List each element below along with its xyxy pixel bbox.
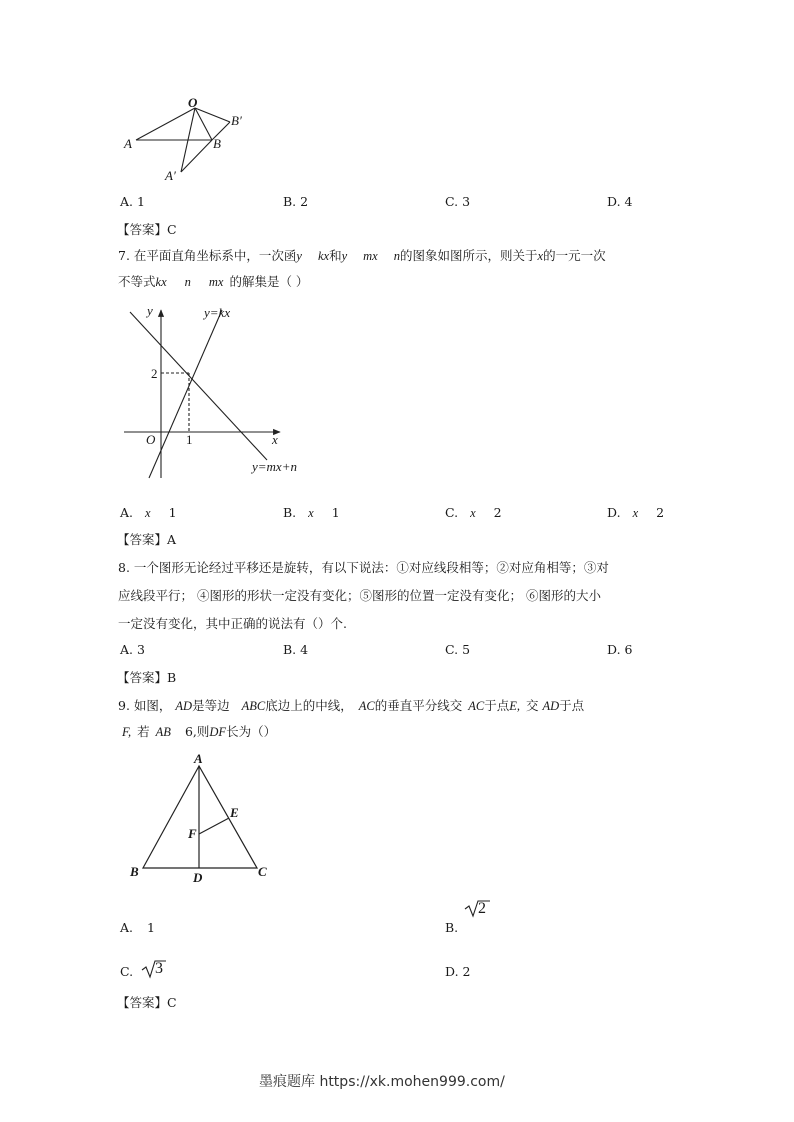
q6-option-a: A. 1 bbox=[120, 194, 145, 209]
q8-option-a: A. 3 bbox=[120, 642, 145, 657]
q9-option-d: D. 2 bbox=[445, 964, 471, 979]
q6-option-c: C. 3 bbox=[445, 194, 471, 209]
q7-label-ymxn: y=mx+n bbox=[252, 459, 297, 474]
q9-answer: 【答案】C bbox=[117, 995, 177, 1010]
q7-label-x-axis: x bbox=[272, 432, 278, 447]
q9-stem-line1: 9. 如图， AD是等边 ABC底边上的中线， AC的垂直平分线交 AC于点E, 交 AD于点 bbox=[118, 698, 585, 713]
q8-stem-line3: 一定没有变化，其中正确的说法有（）个. bbox=[118, 616, 347, 631]
q7-label-ykx: y=kx bbox=[204, 305, 231, 320]
q7-option-c: C. x 2 bbox=[445, 505, 502, 520]
q9-stem-line2: F, 若 AB 6,则DF长为（） bbox=[122, 724, 277, 739]
q8-stem-line2: 应线段平行； ④图形的形状一定没有变化；⑤图形的位置一定没有变化； ⑥图形的大小 bbox=[118, 588, 601, 603]
q9-label-B: B bbox=[130, 864, 139, 879]
q8-answer: 【答案】B bbox=[117, 670, 177, 685]
q6-answer: 【答案】C bbox=[117, 222, 177, 237]
q6-label-A: A bbox=[124, 136, 132, 151]
q7-stem-line1: 7. 在平面直角坐标系中，一次函y kx和y mx n的图象如图所示，则关于x的一元一次 bbox=[118, 248, 606, 263]
q7-label-origin: O bbox=[146, 432, 156, 447]
q7-option-d: D. x 2 bbox=[607, 505, 665, 520]
q6-label-Bprime: B′ bbox=[231, 113, 242, 128]
q9-option-b-letter: B. bbox=[445, 920, 459, 935]
footer-watermark: 墨痕题库 https://xk.mohen999.com/ bbox=[259, 1074, 505, 1090]
q6-option-b: B. 2 bbox=[283, 194, 309, 209]
q7-stem-line2: 不等式kx n mx 的解集是（ ） bbox=[118, 274, 309, 289]
q7-label-2: 2 bbox=[151, 366, 158, 381]
q6-label-O: O bbox=[188, 95, 198, 110]
q9-label-E: E bbox=[230, 805, 239, 820]
q7-label-1: 1 bbox=[186, 432, 193, 447]
q9-label-D: D bbox=[193, 870, 203, 885]
q9-label-A: A bbox=[194, 751, 203, 766]
q6-label-Aprime: A′ bbox=[165, 168, 176, 183]
q8-option-d: D. 6 bbox=[607, 642, 633, 657]
q7-option-a: A. x 1 bbox=[120, 505, 177, 520]
q9-option-b-value: 2 bbox=[478, 900, 486, 917]
q9-option-c-letter: C. bbox=[120, 964, 134, 979]
q6-label-B: B bbox=[213, 136, 221, 151]
q6-option-d: D. 4 bbox=[607, 194, 633, 209]
q8-option-b: B. 4 bbox=[283, 642, 309, 657]
q8-option-c: C. 5 bbox=[445, 642, 471, 657]
q7-label-y-axis: y bbox=[147, 303, 153, 318]
q7-answer: 【答案】A bbox=[117, 532, 177, 547]
q9-option-a: A. 1 bbox=[120, 920, 155, 935]
q9-option-c-value: 3 bbox=[155, 960, 163, 977]
q9-label-C: C bbox=[258, 864, 267, 879]
q8-stem-line1: 8. 一个图形无论经过平移还是旋转，有以下说法：①对应线段相等；②对应角相等；③对 bbox=[118, 560, 609, 575]
q7-option-b: B. x 1 bbox=[283, 505, 340, 520]
q9-label-F: F bbox=[188, 826, 197, 841]
